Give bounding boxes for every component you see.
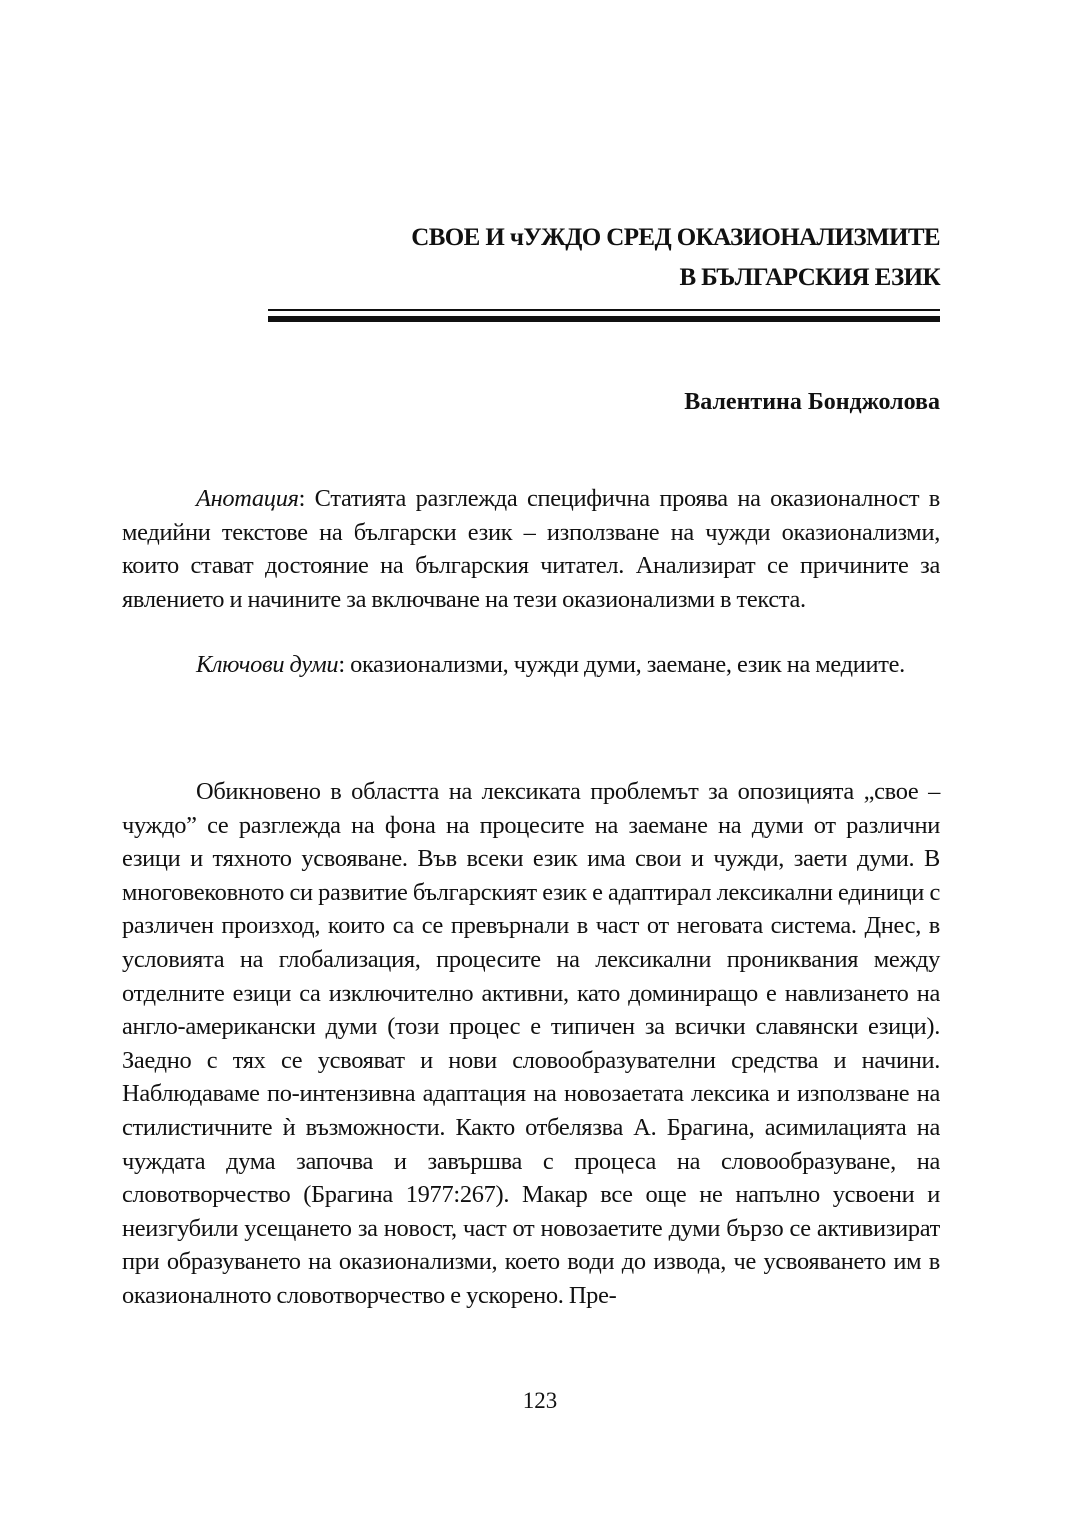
article-title-line-2: В БЪЛГАРСКИЯ ЕЗИК	[679, 264, 940, 291]
abstract-text: : Статията разглежда специфична проява на оказионалност в медийни текстове на български език – използване на чужди оказионализми, които стават достояние на българския читател. Анализират се причините за явлението и начините за включване на тези оказионализми в текста.	[122, 485, 940, 613]
keywords-paragraph	[122, 648, 940, 682]
article-title	[220, 218, 940, 298]
author-name: Валентина Бонджолова	[684, 389, 940, 415]
abstract-paragraph	[122, 482, 940, 616]
keywords-label: Ключови думи	[196, 651, 339, 678]
title-divider-thin	[268, 309, 940, 311]
article-title-line-1: СВОЕ И чУЖДО СРЕД ОКАЗИОНАЛИЗМИТЕ	[411, 224, 940, 251]
title-divider-thick	[268, 316, 940, 322]
abstract-label: Анотация	[196, 485, 299, 512]
page-number: 123	[522, 1388, 558, 1413]
body-paragraph: Обикновено в областта на лексиката проблемът за опозицията „свое – чуждо” се разглежда на фона на процесите на заемане на думи от различни езици и тяхното усвояване. Във всеки език има свои и чужди, заети думи. В многовековното си развитие българският език е адаптирал лексикални единици с различен произход, които са се превърнали в част от неговата система. Днес, в условията на глобализация, процесите на лексикални прониквания между отделните езици са изключително активни, като доминиращо е навлизането на англо-американски думи (този процес е типичен за всички славянски езици). Заедно с тях се усвояват и нови словообразувателни средства и начини. Наблюдаваме по-интензивна адаптация на новозаетата лексика и използване на стилистичните ѝ възможности. Както отбелязва А. Брагина, асимилацията на чуждата дума започва и завършва с процеса на словообразуване, на словотворчество (Брагина 1977:267). Макар все още не напълно усвоени и неизгубили усещането за новост, част от новозаетите думи бързо се активизират при образуването на оказионализми, което води до извода, че усвояването им в оказионалното словотворчество е ускорено. Пре-	[122, 778, 940, 1309]
keywords-text: : оказионализми, чужди думи, заемане, език на медиите.	[338, 651, 905, 678]
